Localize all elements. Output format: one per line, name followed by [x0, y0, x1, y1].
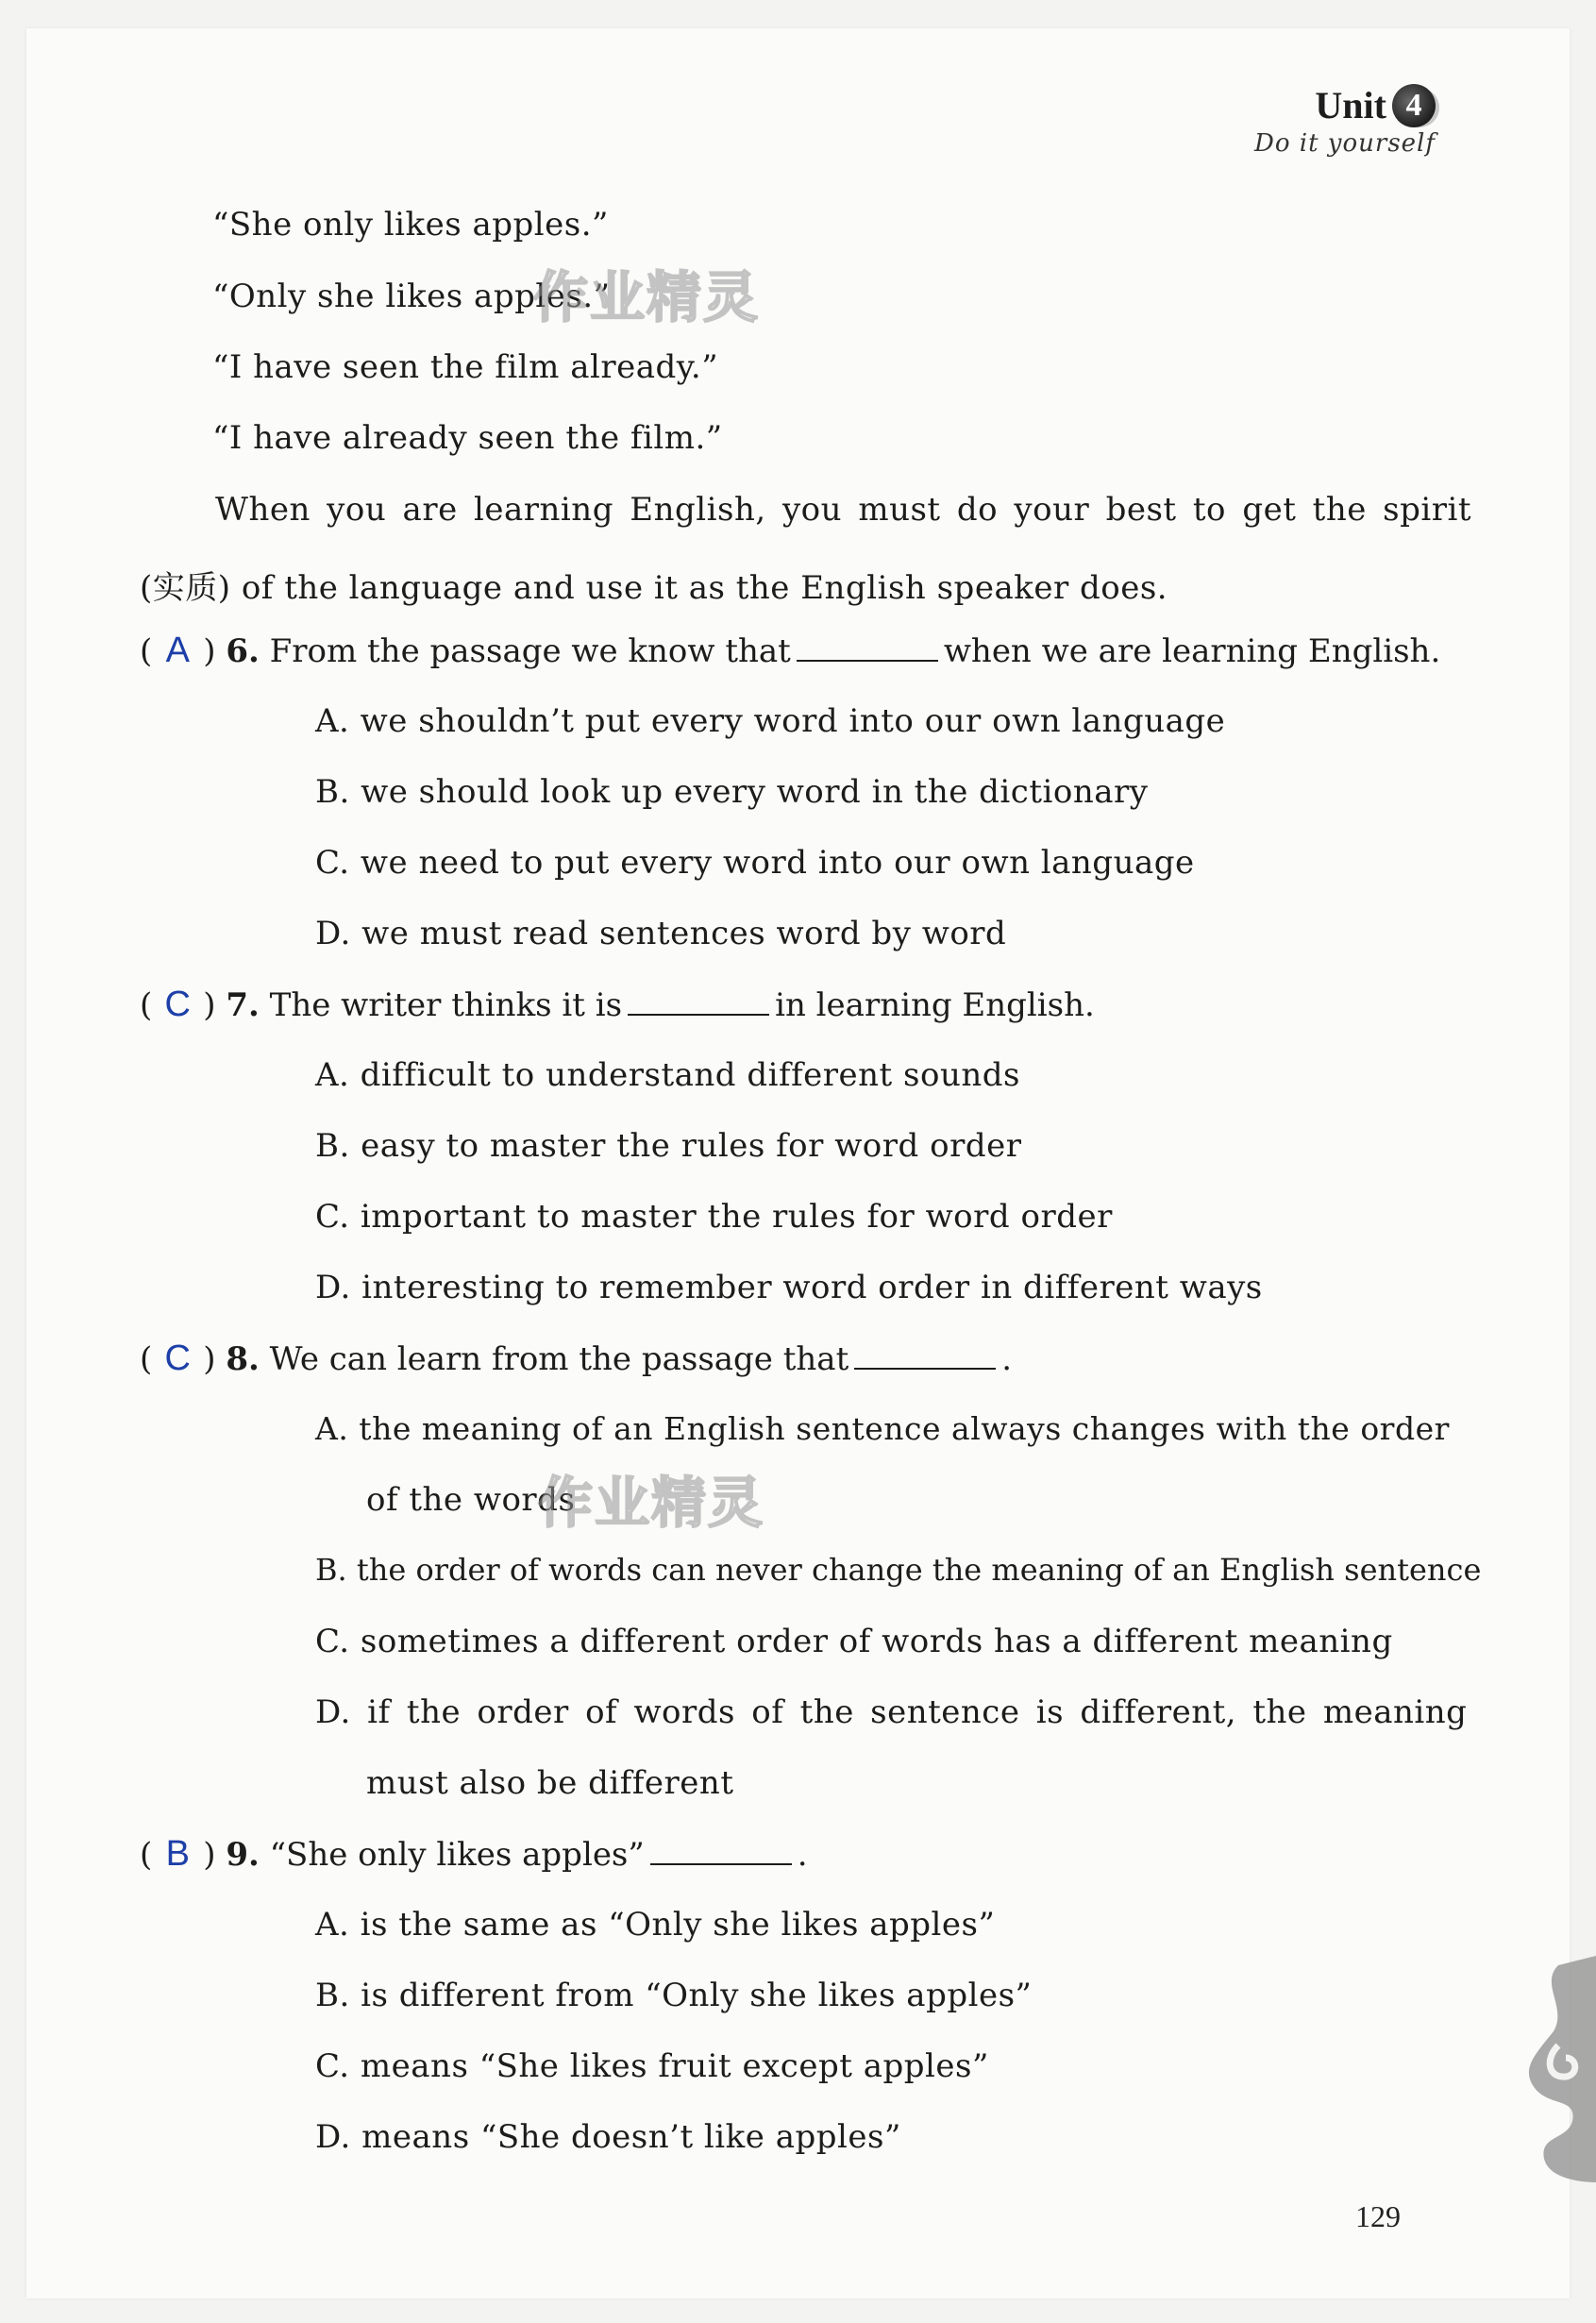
answer-blank [854, 1341, 996, 1370]
question-number: 8. [226, 1340, 260, 1378]
passage-line: “I have seen the film already.” [212, 348, 719, 386]
question-6-stem [140, 631, 1440, 671]
option: A. we shouldn’t put every word into our own language [315, 702, 1226, 740]
question-7-stem [140, 985, 1095, 1025]
option-continuation: of the words [366, 1481, 576, 1519]
unit-subtitle: Do it yourself [1254, 129, 1436, 158]
question-stem-before: “She only likes apples” [269, 1836, 645, 1874]
option: B. is different from “Only she likes apples” [315, 1977, 1033, 2014]
question-stem-before: We can learn from the passage that [269, 1340, 849, 1378]
answer-paren-close: ) [203, 632, 216, 670]
option: D. means “She doesn’t like apples” [315, 2118, 901, 2156]
option-continuation: must also be different [366, 1764, 734, 1802]
decorative-cloud-ornament [1502, 1956, 1596, 2182]
answer-blank [797, 633, 938, 662]
watermark: 作业精灵 [533, 265, 761, 329]
option: C. means “She likes fruit except apples” [315, 2047, 989, 2085]
question-stem-after: . [797, 1836, 808, 1874]
option: D. if the order of words of the sentence is different, the meaning [315, 1693, 1468, 1731]
answer-paren-open: ( [140, 632, 153, 670]
unit-label: Unit [1315, 84, 1386, 126]
question-number: 7. [226, 986, 260, 1024]
passage-line: (实质) of the language and use it as the English speaker does. [140, 569, 1168, 607]
passage-line: “Only she likes apples.” [212, 278, 611, 315]
option: A. is the same as “Only she likes apples” [315, 1906, 996, 1944]
option: A. the meaning of an English sentence always changes with the order [315, 1410, 1450, 1447]
answer-letter: C [164, 1338, 191, 1378]
answer-letter: A [165, 631, 190, 670]
question-stem-after: when we are learning English. [943, 632, 1441, 670]
answer-letter: C [164, 985, 191, 1024]
question-8-stem [140, 1338, 1012, 1379]
passage-line: When you are learning English, you must do your best to get the spirit [215, 491, 1472, 529]
option: D. we must read sentences word by word [315, 915, 1007, 952]
question-stem-after: . [1001, 1340, 1013, 1378]
unit-header [1254, 83, 1436, 158]
question-number: 6. [226, 632, 260, 670]
option: C. sometimes a different order of words has a different meaning [315, 1623, 1393, 1660]
question-9-stem [140, 1834, 808, 1875]
question-stem-after: in learning English. [775, 986, 1095, 1024]
passage-line: “She only likes apples.” [212, 206, 609, 244]
option: B. the order of words can never change the meaning of an English sentence [315, 1552, 1482, 1588]
answer-blank [628, 987, 769, 1016]
question-stem-before: From the passage we know that [269, 632, 791, 670]
answer-paren-open: ( [140, 1340, 153, 1378]
answer-paren-open: ( [140, 1836, 153, 1874]
option: B. we should look up every word in the dictionary [315, 773, 1149, 811]
question-stem-before: The writer thinks it is [269, 986, 623, 1024]
option: C. we need to put every word into our own language [315, 844, 1195, 882]
option: D. interesting to remember word order in different ways [315, 1269, 1263, 1306]
answer-paren-close: ) [203, 986, 216, 1024]
question-number: 9. [226, 1836, 260, 1874]
option: B. easy to master the rules for word order [315, 1127, 1022, 1165]
answer-paren-open: ( [140, 986, 153, 1024]
option: C. important to master the rules for word order [315, 1198, 1113, 1236]
answer-blank [650, 1837, 792, 1865]
answer-letter: B [165, 1834, 190, 1874]
option: A. difficult to understand different sounds [315, 1056, 1020, 1094]
passage-line: “I have already seen the film.” [212, 419, 723, 457]
watermark: 作业精灵 [538, 1471, 765, 1535]
answer-paren-close: ) [203, 1836, 216, 1874]
page-number: 129 [1355, 2199, 1401, 2233]
unit-number-badge: 4 [1392, 84, 1436, 127]
answer-paren-close: ) [203, 1340, 216, 1378]
